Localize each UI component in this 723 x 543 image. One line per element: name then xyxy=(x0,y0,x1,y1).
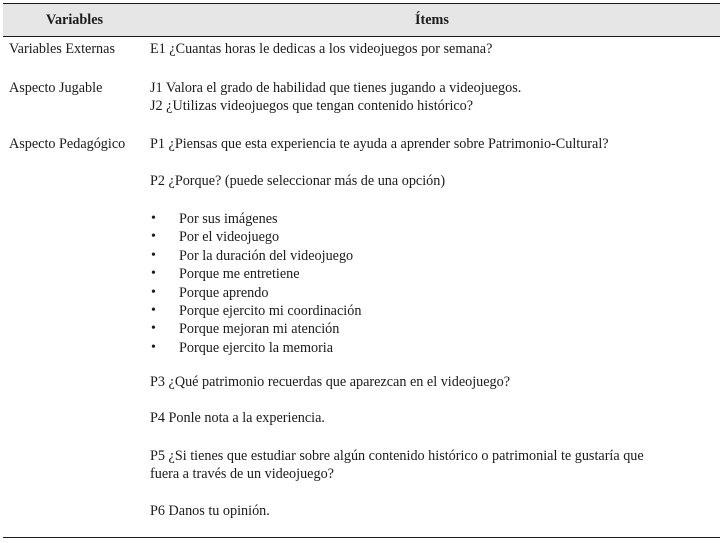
item-p1: P1 ¿Piensas que esta experiencia te ayuda a aprender sobre Patrimonio-Cultural? xyxy=(150,136,609,152)
header-variables: Variables xyxy=(46,12,104,28)
item-p2: P2 ¿Porque? (puede seleccionar más de una opción) xyxy=(150,173,446,189)
list-item: • Por sus imágenes xyxy=(151,211,278,227)
bullet-icon: • xyxy=(151,339,156,355)
item-j1: J1 Valora el grado de habilidad que tienes jugando a videojuegos. xyxy=(150,80,522,96)
item-p5-line2: fuera a través de un videojuego? xyxy=(150,466,334,482)
list-item: • Porque ejercito la memoria xyxy=(151,339,334,356)
bullet-icon: • xyxy=(151,211,156,226)
item-p5-line1: P5 ¿Si tienes que estudiar sobre algún contenido histórico o patrimonial te gustaría que xyxy=(150,448,644,464)
list-item: • Porque mejoran mi atención xyxy=(151,321,340,338)
item-p6: P6 Danos tu opinión. xyxy=(150,503,270,519)
bullet-icon: • xyxy=(151,266,156,282)
list-item: • Porque ejercito mi coordinación xyxy=(151,302,362,319)
item-e1: E1 ¿Cuantas horas le dedicas a los videojuegos por semana? xyxy=(150,41,493,57)
table-header xyxy=(3,4,720,36)
variable-pedagogico: Aspecto Pedagógico xyxy=(9,136,126,152)
list-item: • Porque me entretiene xyxy=(151,266,300,283)
header-items: Ítems xyxy=(415,12,449,28)
variables-items-table xyxy=(3,3,720,539)
bullet-icon: • xyxy=(151,321,156,337)
item-p3: P3 ¿Qué patrimonio recuerdas que aparezcan en el videojuego? xyxy=(150,374,511,390)
variable-externas: Variables Externas xyxy=(9,41,115,57)
list-item: • Por la duración del videojuego xyxy=(151,247,354,264)
list-item: • Porque aprendo xyxy=(151,284,269,301)
item-j2: J2 ¿Utilizas videojuegos que tengan contenido histórico? xyxy=(150,98,474,114)
p2-options-list xyxy=(150,210,361,357)
bullet-icon: • xyxy=(151,302,156,318)
item-p4: P4 Ponle nota a la experiencia. xyxy=(150,410,325,426)
bullet-icon: • xyxy=(151,247,156,263)
table-bottom-rule xyxy=(3,537,720,538)
table-header-rule xyxy=(3,36,720,37)
bullet-icon: • xyxy=(151,284,156,300)
list-item: • Por el videojuego xyxy=(151,229,280,246)
variable-jugable: Aspecto Jugable xyxy=(9,80,103,96)
bullet-icon: • xyxy=(151,229,156,245)
